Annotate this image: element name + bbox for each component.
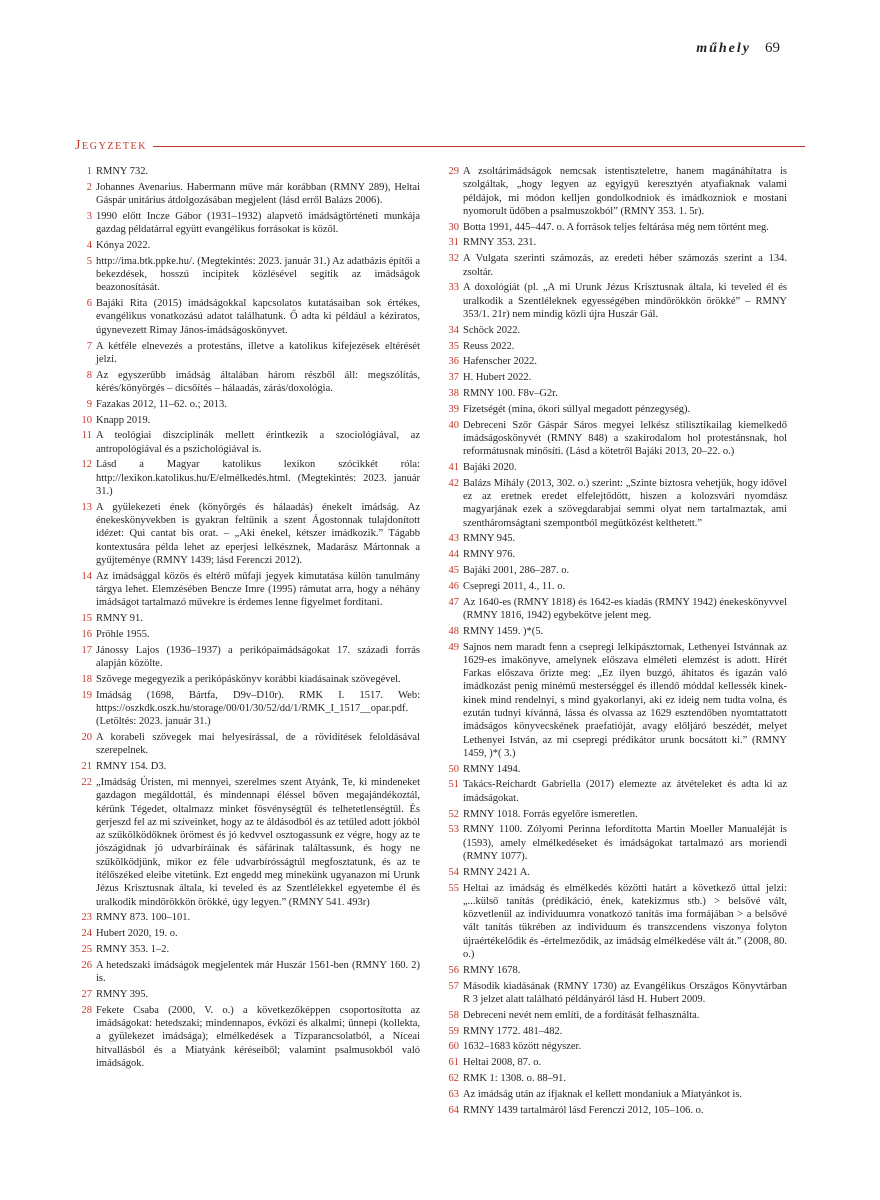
footnote-text: RMNY 353. 231. xyxy=(463,237,537,249)
footnote xyxy=(75,414,420,427)
footnote-number: 49 xyxy=(448,641,459,653)
footnote xyxy=(75,760,420,773)
footnote-text: Fizetségét (mina, ókori súllyal megadott pénzegység). xyxy=(463,403,691,415)
footnote-number: 63 xyxy=(448,1088,459,1100)
footnote xyxy=(75,689,420,729)
footnote-text: 1632–1683 között négyszer. xyxy=(463,1041,582,1053)
footnote xyxy=(442,340,787,353)
footnote xyxy=(75,988,420,1001)
footnote-text: Debreceni nevét nem említi, de a fordítását felhasználta. xyxy=(463,1009,700,1021)
footnote xyxy=(75,429,420,456)
footnote-text: Bajáki 2001, 286–287. o. xyxy=(463,565,570,577)
footnote-text: RMNY 154. D3. xyxy=(96,761,167,773)
footnote-text: RMNY 945. xyxy=(463,533,516,545)
footnote-text: RMNY 1678. xyxy=(463,964,521,976)
footnote-text: Botta 1991, 445–447. o. A források teljes feltárása még nem történt meg. xyxy=(463,221,769,233)
footnote xyxy=(442,823,787,863)
footnote-text: Hafenscher 2022. xyxy=(463,356,538,368)
footnote xyxy=(442,236,787,249)
footnote-number: 33 xyxy=(448,282,459,294)
footnote-number: 51 xyxy=(448,779,459,791)
footnote-text: Takács-Reichardt Gabriella (2017) elemezte az átvételeket és adta ki az imádságokat. xyxy=(463,779,787,804)
footnote-text: A gyülekezeti ének (könyörgés és hálaadás) énekelt imádság. Az énekeskönyvekben is gyakran feltűnik a szent Ágostonnak tulajdonított idézet: Qui cantat bis orat. – „Aki énekel, kétszer imádkozik.” Tágabb kontextusára példa lehet az eperjesi lelkésznek, Madarász Mártonnak a gyűjteménye (RMNY 1439; lásd Ferenczi 2012). xyxy=(96,501,420,567)
footnote-number: 64 xyxy=(448,1104,459,1116)
footnote xyxy=(442,403,787,416)
footnote-text: Szövege megegyezik a perikópáskönyv korábbi kiadásainak szövegével. xyxy=(96,673,401,685)
footnote-number: 38 xyxy=(448,387,459,399)
footnote-text: Kónya 2022. xyxy=(96,239,151,251)
footnote xyxy=(442,461,787,474)
footnote-number: 44 xyxy=(448,549,459,561)
footnote xyxy=(442,882,787,962)
footnote-text: RMNY 976. xyxy=(463,549,516,561)
footnote-number: 57 xyxy=(448,980,459,992)
footnote-text: Az 1640-es (RMNY 1818) és 1642-es kiadás (RMNY 1942) énekeskönyvvel (RMNY 1816, 1942) egybekötve jelent meg. xyxy=(463,596,787,621)
notes-heading xyxy=(75,138,805,154)
footnote-text: RMNY 1459. )*(5. xyxy=(463,625,544,637)
footnote-text: http://ima.btk.ppke.hu/. (Megtekintés: 2023. január 31.) Az adatbázis építői a bekezdések, hosszú incipitek közlésével segítik az imádságok beazonosítását. xyxy=(96,255,420,294)
footnote-number: 36 xyxy=(448,356,459,368)
footnote-number: 12 xyxy=(81,459,92,471)
footnote xyxy=(442,596,787,623)
footnote xyxy=(75,943,420,956)
footnote xyxy=(75,458,420,498)
footnote-text: A kétféle elnevezés a protestáns, illetve a katolikus kifejezések eltérését jelzi. xyxy=(96,340,420,365)
footnote-number: 30 xyxy=(448,221,459,233)
footnote-text: Csepregi 2011, 4., 11. o. xyxy=(463,580,566,592)
footnote xyxy=(442,221,787,234)
footnote-number: 61 xyxy=(448,1057,459,1069)
footnote xyxy=(442,324,787,337)
footnote-number: 19 xyxy=(81,689,92,701)
footnote-text: Bajáki Rita (2015) imádságokkal kapcsolatos kutatásaiban sok értékes, evangélikus vonatkozású adatot találhatunk. Ő adta ki például a kéziratos, úgynevezett Rimay János-imádságoskönyvet. xyxy=(96,298,420,336)
footnote-number: 29 xyxy=(448,166,459,177)
footnote-number: 35 xyxy=(448,340,459,352)
footnote-text: A Vulgata szerinti számozás, az eredeti héber számozás szerint a 134. zsoltár. xyxy=(463,253,787,278)
footnote xyxy=(442,564,787,577)
footnote-text: Az imádság után az ifjaknak el kellett mondaniuk a Miatyánkot is. xyxy=(463,1088,743,1100)
footnote xyxy=(442,778,787,805)
footnote-number: 15 xyxy=(81,613,92,625)
footnote xyxy=(442,477,787,530)
footnote xyxy=(75,731,420,758)
footnote-text: Az imádsággal közös és eltérő műfaji jegyek kimutatása külön tanulmány tárgya lehet. Elemzésében Bencze Imre (1995) rámutat arra, hogy a néhány imádságot tartalmazó művekre is érdemes lenne figyelmet fordítani. xyxy=(96,570,420,609)
footnote-text: A zsoltárimádságok nemcsak istentiszteletre, hanem magánáhítatra is szolgáltak, „hogy legyen az egyigyű keresztyén atyafiaknak valami példájok, mi módon kelljen gondolkodniok és imádkozniok e mostani nyomorult üdőben a psalmuszokból” (RMNY 353. 1. 5r). xyxy=(463,166,787,217)
footnote-number: 24 xyxy=(81,928,92,940)
footnote-number: 16 xyxy=(81,629,92,640)
footnote-text: RMNY 873. 100–101. xyxy=(96,912,191,924)
notes-column-left xyxy=(75,165,420,1073)
footnote-number: 50 xyxy=(448,763,459,775)
footnote xyxy=(442,1104,787,1117)
footnote-number: 9 xyxy=(86,398,92,410)
footnote xyxy=(75,628,420,641)
footnote-number: 26 xyxy=(81,959,92,971)
footnote-number: 3 xyxy=(86,210,92,222)
footnote-number: 10 xyxy=(81,414,92,426)
footnote xyxy=(75,673,420,686)
footnote-text: RMNY 732. xyxy=(96,166,149,177)
footnote-text: Heltai az imádság és elmélkedés közötti határt a következő úttal jelzi: „...külső tanítás (prédikáció, ének, katekizmus stb.) > belsővé vált, közvetlenül az individuumra vonatkozó tanítás ima formájában > a belsővé vált tanítás tükrében az individuum és transzcendens viszonya folyton újraértékelődik és -értelmeződik, az imádság elmélkedése vált át.” (2008, 80. o.) xyxy=(463,882,787,961)
footnote xyxy=(442,1040,787,1053)
footnote xyxy=(442,763,787,776)
footnote xyxy=(442,1056,787,1069)
footnote-number: 2 xyxy=(86,181,92,193)
footnote-number: 53 xyxy=(448,824,459,836)
footnote xyxy=(75,340,420,367)
footnote xyxy=(442,371,787,384)
footnote-text: A korabeli szövegek mai helyesírással, de a rövidítések feloldásával szerepelnek. xyxy=(96,732,420,757)
footnote-text: H. Hubert 2022. xyxy=(463,372,532,384)
footnote-text: Az egyszerűbb imádság általában három részből áll: megszólítás, kérés/könyörgés – dicsőítés – hálaadás, zárás/doxológia. xyxy=(96,369,420,394)
footnote-text: Debreceni Szőr Gáspár Sáros megyei lelkész stilisztikailag kiemelkedő imádságoskönyvét (RMNY 848) a szakirodalom hol protestánsnak, hol reformátusnak minősíti. (Lásd a kötetről Bajáki 2013, 20–22. o.) xyxy=(463,419,787,458)
footnote xyxy=(442,980,787,1007)
footnote-number: 5 xyxy=(86,255,92,267)
footnote xyxy=(442,866,787,879)
footnote-number: 55 xyxy=(448,882,459,894)
footnote-number: 46 xyxy=(448,580,459,592)
footnote-text: RMK 1: 1308. o. 88–91. xyxy=(463,1072,566,1084)
footnote xyxy=(442,1009,787,1022)
footnote-number: 54 xyxy=(448,866,459,878)
footnote xyxy=(75,959,420,986)
footnote-text: Knapp 2019. xyxy=(96,414,151,426)
footnote-text: Bajáki 2020. xyxy=(463,461,517,473)
notes-column-right xyxy=(442,165,787,1119)
footnote xyxy=(442,1072,787,1085)
footnote-text: Balázs Mihály (2013, 302. o.) szerint: „Szinte biztosra vehetjük, hogy idővel ez az eretnek eredet elfelejtődött, hiszen a kolozsvári nyomdász magyarjának ezek a szövegdarabjai semmi olyat nem tartalmaztak, ami szentháromságtani szempontból megütközést kelthetett.” xyxy=(463,477,787,529)
footnote-text: A doxológiát (pl. „A mi Urunk Jézus Krisztusnak általa, ki teveled él és uralkodik a Szentléleknek egyességében mindörökkön örökké” – RMNY 353/1. 21r) nem mindig közli újra Huszár Gál. xyxy=(463,282,787,320)
footnote xyxy=(75,1004,420,1070)
footnote-text: RMNY 1772. 481–482. xyxy=(463,1025,563,1037)
footnote-number: 45 xyxy=(448,565,459,577)
footnote-number: 39 xyxy=(448,403,459,415)
footnote-text: Heltai 2008, 87. o. xyxy=(463,1057,542,1069)
footnote xyxy=(75,255,420,295)
notes-title: Jegyzetek xyxy=(75,138,148,153)
footnote-number: 14 xyxy=(81,570,92,582)
footnote xyxy=(75,181,420,208)
footnote-text: Schöck 2022. xyxy=(463,324,521,336)
footnote-text: Lásd a Magyar katolikus lexikon szócikkét róla: http://lexikon.katolikus.hu/E/elmélkedés.html. (Megtekintés: 2023. január 31.) xyxy=(96,459,420,498)
footnote-text: Hubert 2020, 19. o. xyxy=(96,928,178,940)
footnote-number: 42 xyxy=(448,477,459,489)
footnote-number: 34 xyxy=(448,324,459,336)
footnote-number: 47 xyxy=(448,596,459,608)
section-name: műhely xyxy=(696,41,751,56)
footnote-text: Sajnos nem maradt fenn a csepregi lelkipásztornak, Lethenyei Istvánnak az 1629-es imakönyve, amelynek előszava elméleti elemzést is adott. Hírét Farkas előszava őrizte meg: „Ez ilyen buzgó, áhitatos és igazán való imádkozást penig minémű mesterséggel és illendő móddal kellessék kinek-kinek mind rendelnyi, s mind gyakorlanyi, aki ez ideig nem tudta volna, és ezután tudnyi kívánná, lássa és olvassa az 1629 esztendőben nyomtattatott imádságos könyvecskének praefatióját, avagy előljáró beszédét, melyet Lethenyei István, az mi csepregi prédikátor urunk bocsátott ki.” (RMNY 1459, )*( 3.) xyxy=(463,641,787,759)
footnote-text: „Imádság Úristen, mi mennyei, szerelmes szent Atyánk, Te, ki mindeneket gazdagon megáldottál, és mindennapi éléssel bőven megajándékoztál, kérünk Tégedet, oltalmazz minket fösvénységtűl és telhetetlenségtűl. És gerjeszd fel az mi szíveinket, hogy az te áldásodból és az tetűled adott jókból az szűkölködőknek örömest és jó kedvvel osztogassunk ez végre, hogy az te jószágidnak jó udvarbíráinak és sáfárinak találtassunk, és hogy ne szűkölködjünk, mikor ez féle udvarbírósságtúl megfosztatunk, és az te ítélőszéked eleibe vitetünk. Ezt engedd meg minekünk ugyanazon mi Urunk Jézus Krisztusnak általa, ki teveled és az Szentlélekkel egyetembe él és uralkodik mindörökkön örökké, úgy legyen.” (RMNY 541. 493r) xyxy=(96,776,420,908)
footnote xyxy=(75,612,420,625)
footnote xyxy=(75,570,420,610)
footnote-number: 60 xyxy=(448,1041,459,1053)
footnote xyxy=(75,927,420,940)
footnote xyxy=(442,532,787,545)
footnote xyxy=(442,419,787,459)
footnote-text: Johannes Avenarius. Habermann műve már korábban (RMNY 289), Heltai Gáspár unitárius átdolgozásában megjelent (lásd erről Balázs 2006). xyxy=(96,181,420,207)
footnote-text: RMNY 1439 tartalmáról lásd Ferenczi 2012, 105–106. o. xyxy=(463,1104,704,1116)
footnote-number: 27 xyxy=(81,988,92,1000)
footnote-text: RMNY 353. 1–2. xyxy=(96,944,170,956)
footnote-number: 41 xyxy=(448,461,459,473)
footnote-number: 25 xyxy=(81,944,92,956)
footnote-number: 8 xyxy=(86,369,92,381)
footnote xyxy=(442,355,787,368)
footnote-text: RMNY 91. xyxy=(96,613,143,625)
footnote-text: Jánossy Lajos (1936–1937) a perikópaimádságokat 17. századi forrás alapján közölte. xyxy=(96,644,420,670)
footnote-text: Reuss 2022. xyxy=(463,340,515,352)
footnote-number: 21 xyxy=(81,761,92,773)
notes-heading-rule xyxy=(153,146,805,147)
footnote-number: 11 xyxy=(81,430,92,442)
footnote-text: Pröhle 1955. xyxy=(96,629,150,640)
footnote-text: RMNY 2421 A. xyxy=(463,866,530,878)
footnote-number: 17 xyxy=(81,644,92,656)
footnote-text: RMNY 1100. Zólyomi Perinna lefordította Martin Moeller Manualéját is (1593), amely elmélkedéseket és imádságokat tartalmazó ars moriendi (RMNY 1077). xyxy=(463,824,787,862)
footnote-number: 31 xyxy=(448,237,459,249)
footnote-text: Imádság (1698, Bártfa, D9v–D10r). RMK I. 1517. Web: https://oszkdk.oszk.hu/storage/00/01/30/52/dd/1/RMK_I_1517__opar.pdf. (Letöltés: 2023. január 31.) xyxy=(96,689,420,728)
footnote xyxy=(442,165,787,218)
footnote-text: Fazakas 2012, 11–62. o.; 2013. xyxy=(96,398,227,410)
footnote-text: A teológiai diszciplínák mellett érintkezik a szociológiával, az antropológiával és a pszichológiával is. xyxy=(96,430,420,455)
footnote-number: 48 xyxy=(448,625,459,637)
footnote xyxy=(75,239,420,252)
footnote-number: 58 xyxy=(448,1009,459,1021)
footnote-number: 7 xyxy=(86,340,92,352)
footnote xyxy=(442,387,787,400)
page-number: 69 xyxy=(765,40,780,56)
footnote xyxy=(442,1025,787,1038)
footnote xyxy=(75,644,420,671)
footnote xyxy=(442,641,787,761)
footnote xyxy=(75,398,420,411)
footnote-number: 4 xyxy=(86,239,92,251)
footnote xyxy=(442,625,787,638)
footnote-text: Második kiadásának (RMNY 1730) az Evangélikus Országos Könyvtárban R 3 jelzet alatt található példányáról lásd H. Hubert 2009. xyxy=(463,980,787,1005)
footnote-number: 43 xyxy=(448,533,459,545)
footnote-number: 18 xyxy=(81,673,92,685)
footnote-number: 28 xyxy=(81,1004,92,1016)
footnote-text: RMNY 1018. Forrás egyelőre ismeretlen. xyxy=(463,808,638,820)
footnote-number: 1 xyxy=(86,166,92,177)
footnote xyxy=(75,911,420,924)
footnote xyxy=(75,297,420,337)
footnote xyxy=(442,281,787,321)
footnote-number: 6 xyxy=(86,298,92,310)
footnote xyxy=(75,165,420,178)
footnote-text: RMNY 1494. xyxy=(463,763,521,775)
footnote xyxy=(442,548,787,561)
footnote-number: 23 xyxy=(81,912,92,924)
footnote xyxy=(442,252,787,279)
footnote xyxy=(75,210,420,237)
footnote-text: RMNY 100. F8v–G2r. xyxy=(463,387,558,399)
footnote-text: 1990 előtt Incze Gábor (1931–1932) alapvető imádságtörténeti munkája gazdag példatárral együtt evangélikus forrásokat is közöl. xyxy=(96,210,420,236)
footnote-number: 59 xyxy=(448,1025,459,1037)
footnote xyxy=(442,808,787,821)
footnote-number: 13 xyxy=(81,501,92,513)
footnote xyxy=(75,776,420,909)
footnote-text: A hetedszaki imádságok megjelentek már Huszár 1561-ben (RMNY 160. 2) is. xyxy=(96,959,420,985)
footnote xyxy=(442,1088,787,1101)
footnote xyxy=(442,964,787,977)
footnote-number: 20 xyxy=(81,732,92,744)
footnote-number: 37 xyxy=(448,372,459,384)
footnote-text: RMNY 395. xyxy=(96,988,149,1000)
page-header xyxy=(696,40,780,57)
footnote-number: 62 xyxy=(448,1072,459,1084)
footnote xyxy=(75,501,420,567)
footnote xyxy=(442,580,787,593)
footnote-number: 22 xyxy=(81,776,92,788)
footnote-number: 40 xyxy=(448,419,459,431)
footnote xyxy=(75,369,420,396)
footnote-number: 56 xyxy=(448,964,459,976)
footnote-text: Fekete Csaba (2000, V. o.) a következőképpen csoportosította az imádságokat: hetedszaki; mindennapos, évközi és alkalmi; ünnepi (kollekta, a gyülekezet imádsága); elmélkedések a Tízparancsolatból, a Níceai hitvallásból és a Miatyánk kéréseiből; valamint psalmusokból való imádságok. xyxy=(96,1004,420,1069)
footnote-number: 32 xyxy=(448,253,459,265)
footnote-number: 52 xyxy=(448,808,459,820)
